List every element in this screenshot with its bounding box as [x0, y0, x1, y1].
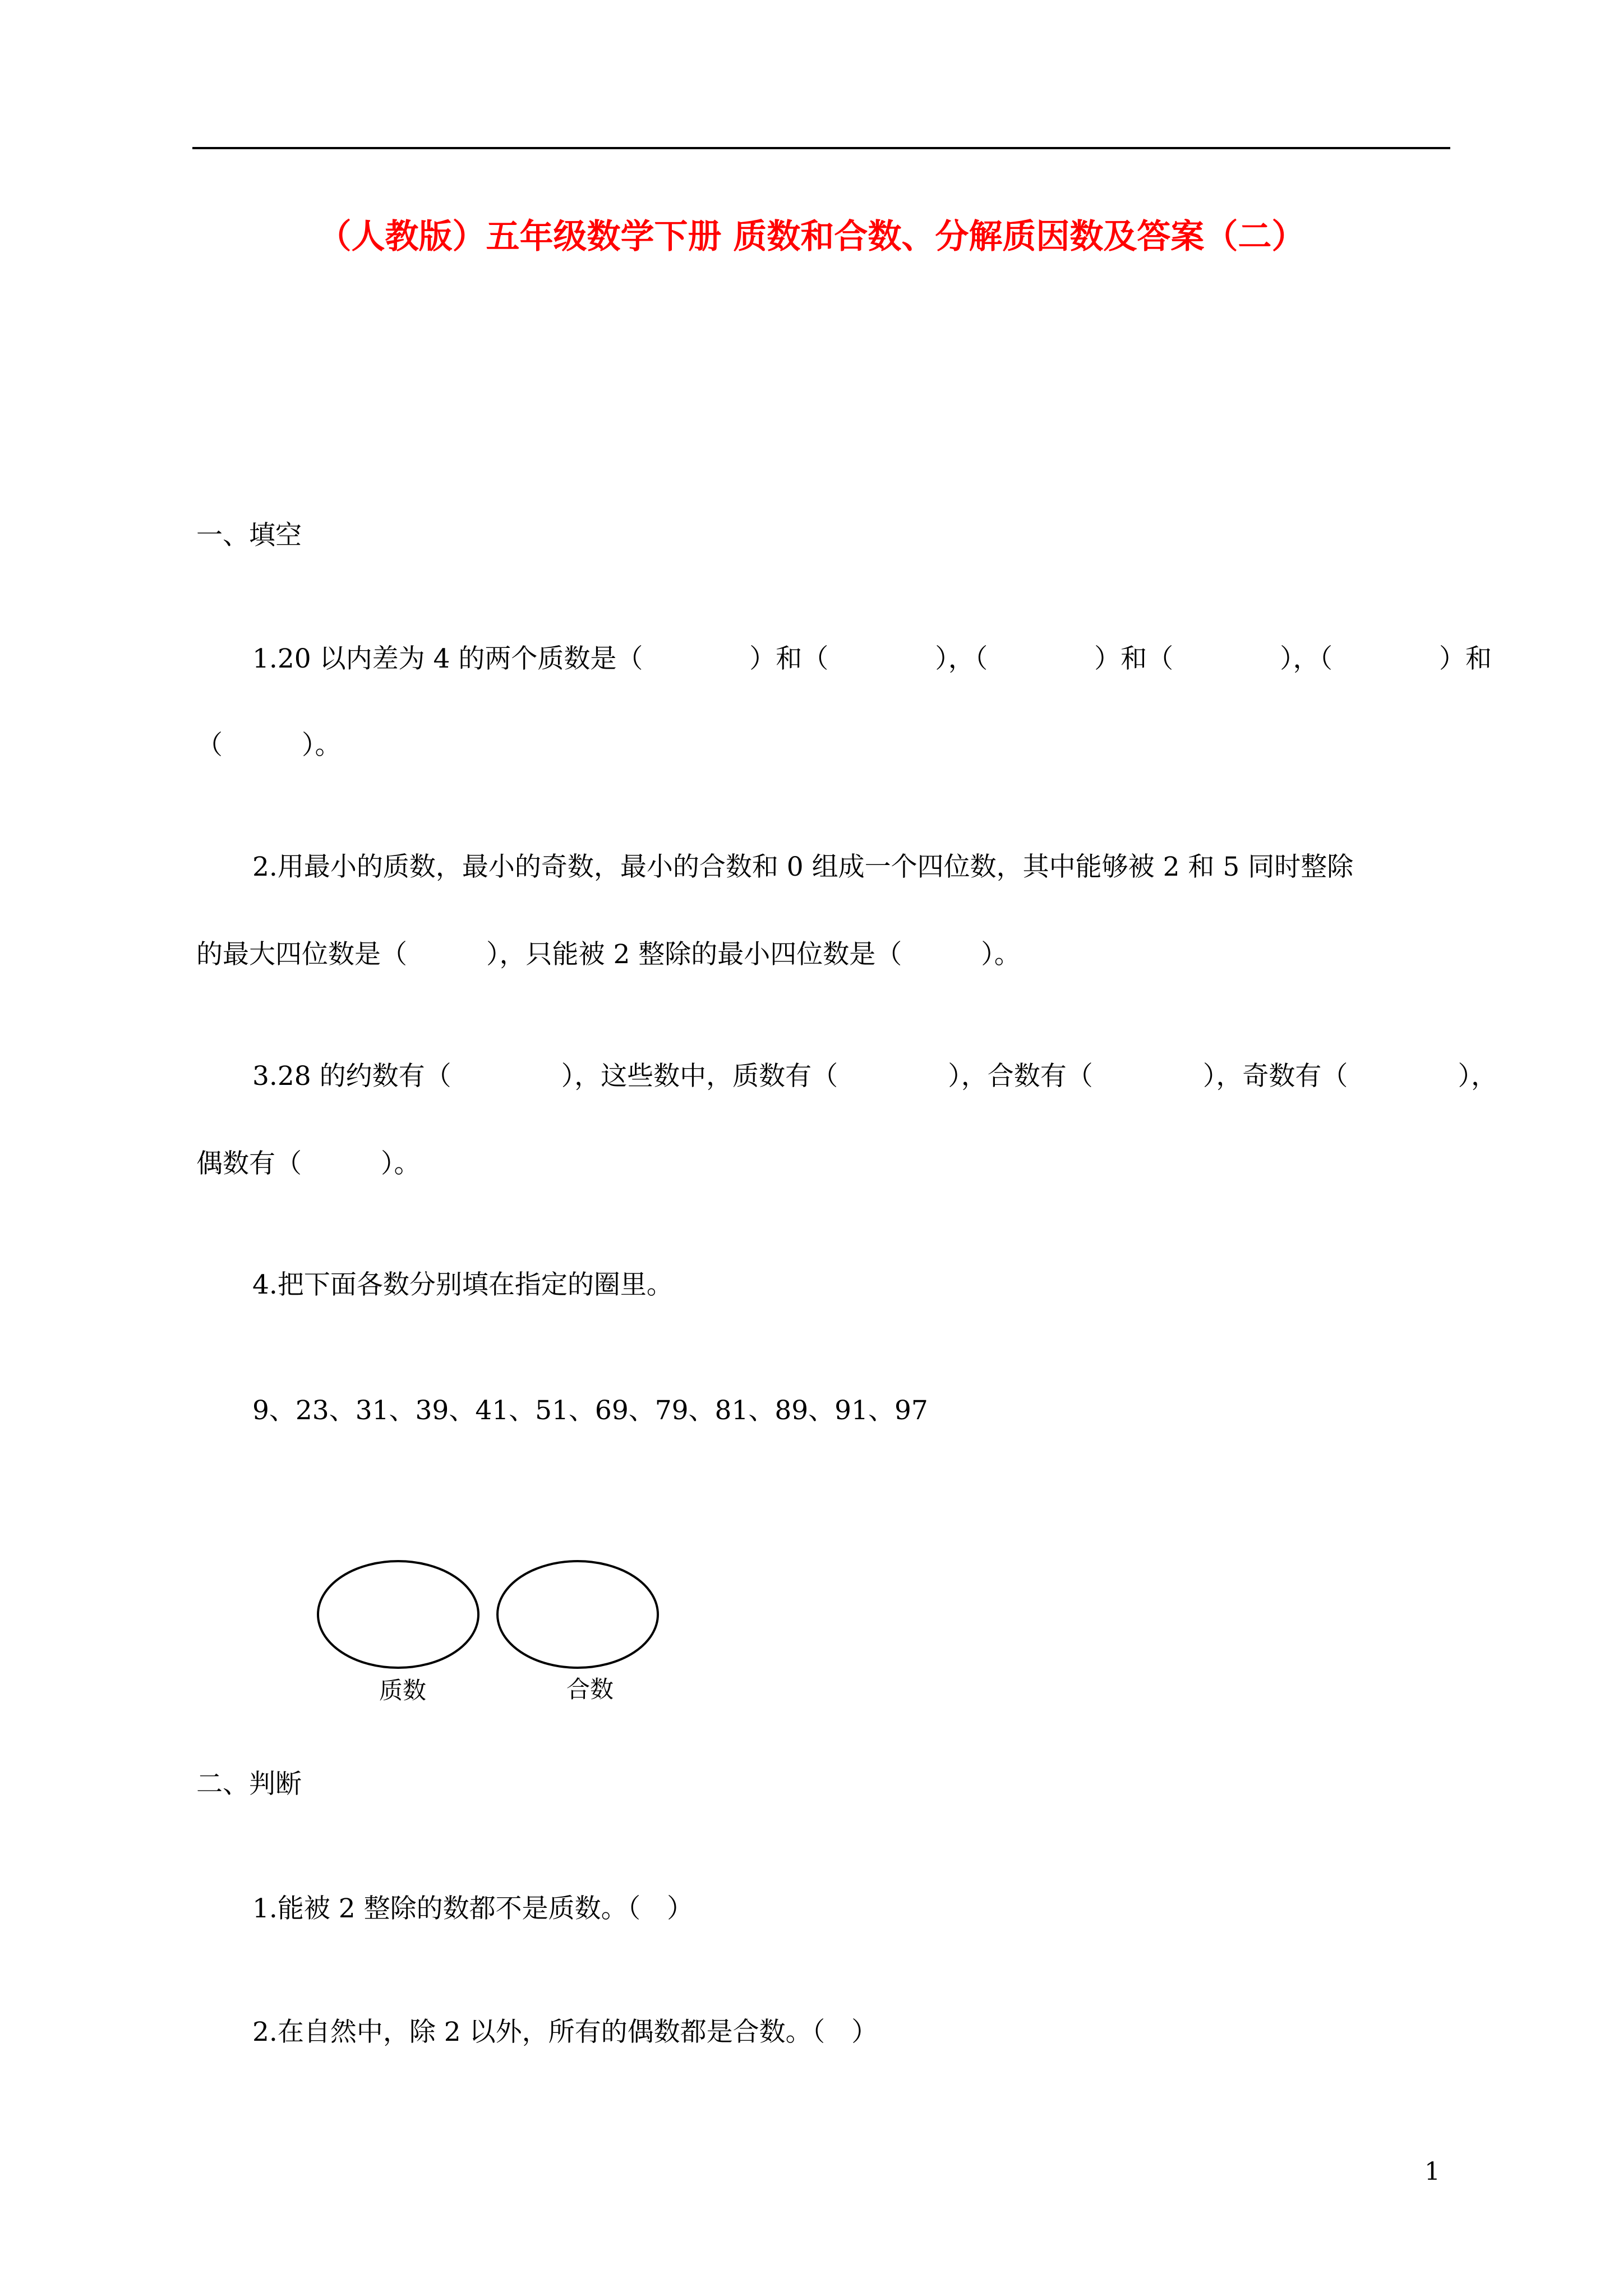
q3-seg: ），合数有（: [948, 1061, 1093, 1092]
judge-question-1: 1.能被 2 整除的数都不是质数。（ ）: [252, 1893, 694, 1924]
question-2-line-1: 2.用最小的质数，最小的奇数，最小的合数和 0 组成一个四位数，其中能够被 2 和 5 同时整除: [252, 852, 1354, 882]
q1-seg: ），（: [1280, 643, 1333, 674]
section-heading-true-false: 二、判断: [196, 1769, 302, 1800]
question-4-numbers: 9、23、31、39、41、51、69、79、81、89、91、97: [252, 1395, 928, 1426]
q1-seg: 1.20 以内差为 4 的两个质数是（: [252, 643, 643, 674]
prime-circle: [318, 1561, 478, 1668]
number-circles-diagram: [314, 1554, 684, 1722]
q3-seg: ），奇数有（: [1202, 1061, 1348, 1092]
q3-seg: 3.28 的约数有（: [252, 1061, 451, 1092]
question-4-text: 4.把下面各数分别填在指定的圈里。: [252, 1269, 673, 1300]
q1-seg: ）和（: [1094, 643, 1174, 674]
page-title: （人教版）五年级数学下册 质数和合数、分解质因数及答案（二）: [317, 217, 1306, 256]
prime-circle-label: 质数: [379, 1677, 427, 1704]
judge-question-2: 2.在自然中，除 2 以外，所有的偶数都是合数。（ ）: [252, 2017, 878, 2047]
q1-seg: ）和: [1438, 643, 1492, 674]
question-1-line-2: （ ）。: [196, 730, 342, 761]
page-number: 1: [1424, 2157, 1440, 2186]
composite-circle: [497, 1561, 658, 1668]
q3-seg: ），: [1458, 1061, 1497, 1092]
question-2-line-2: 的最大四位数是（ ），只能被 2 整除的最小四位数是（ ）。: [196, 939, 1021, 970]
q3-seg: ），这些数中，质数有（: [561, 1061, 838, 1092]
section-heading-fill-blank: 一、填空: [196, 520, 302, 551]
question-1-line-1: [252, 641, 1492, 678]
composite-circle-label: 合数: [566, 1676, 614, 1703]
q1-seg: ）和（: [749, 643, 829, 674]
question-3-line-2: 偶数有（ ）。: [196, 1148, 421, 1179]
question-3-line-1: [252, 1058, 1497, 1095]
q1-seg: ），（: [935, 643, 988, 674]
header-rule: [192, 147, 1450, 149]
